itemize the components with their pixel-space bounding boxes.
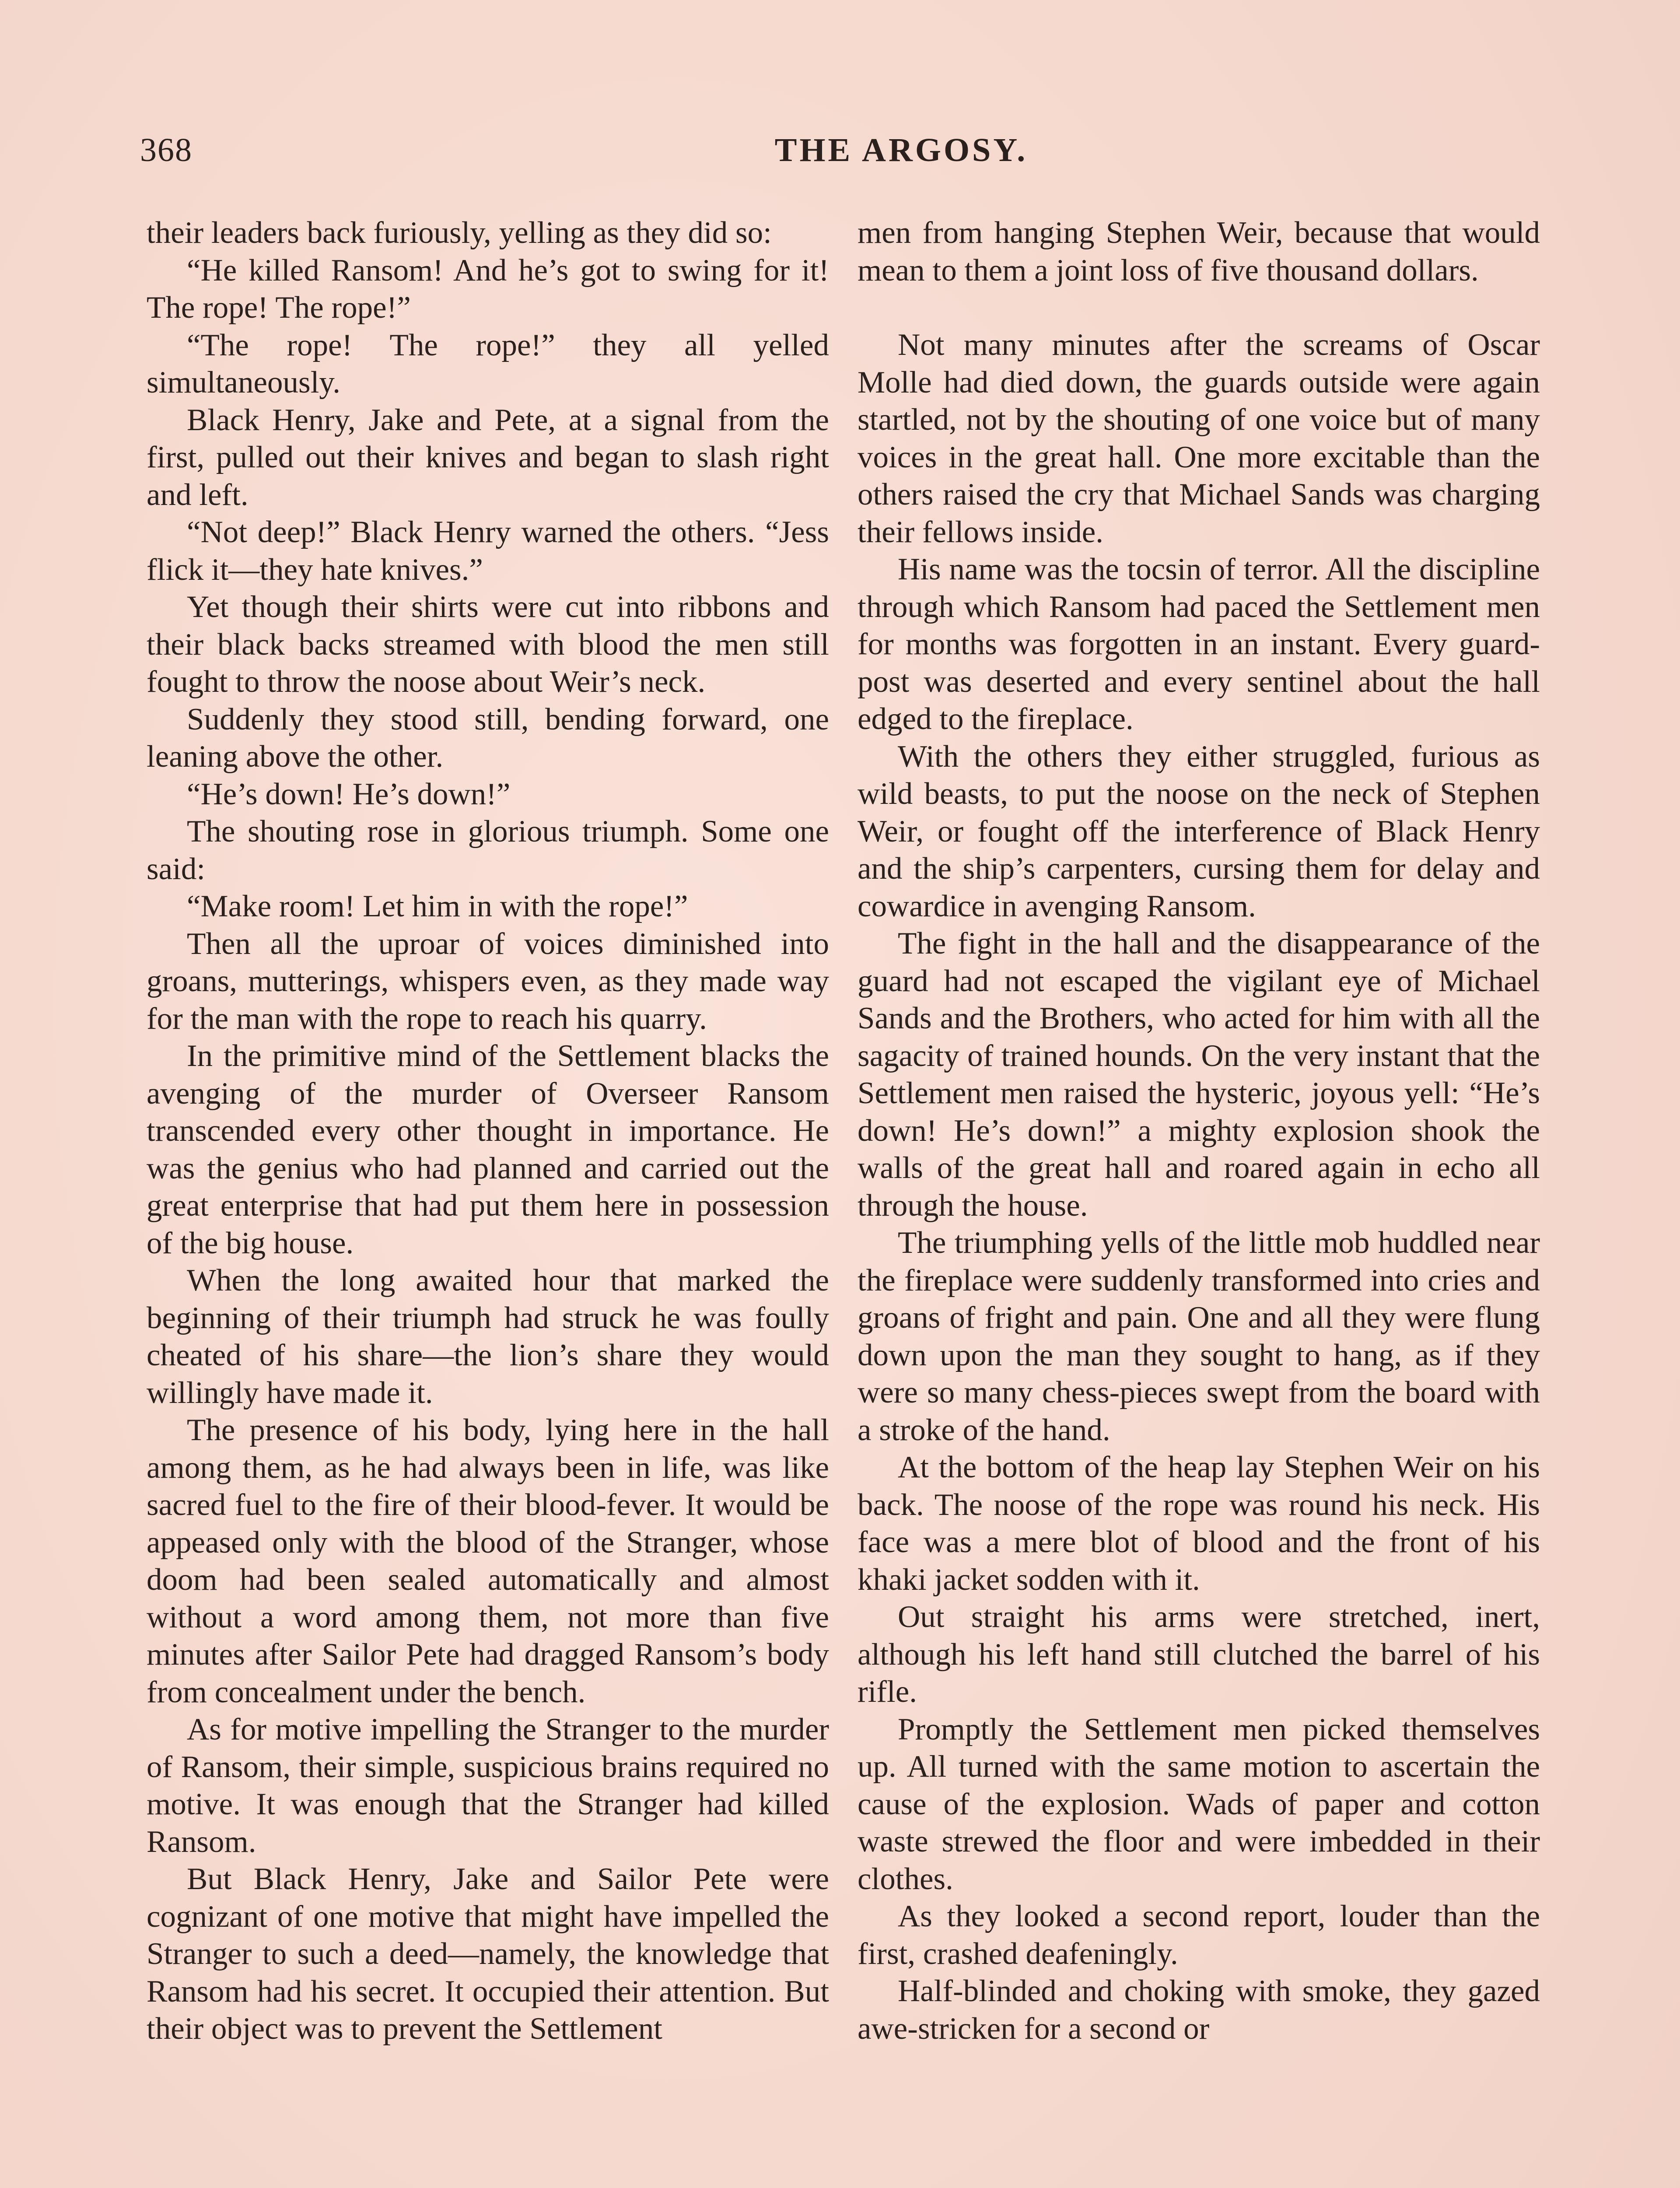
paragraph: When the long awaited hour that marked the beginning of their triumph had struck he was foully cheated of his share—the lion’s share they would willingly have made it. [147,1263,829,1410]
paragraph: Yet though their shirts were cut into ribbons and their black backs streamed with blood the men still fought to throw the noose about Weir’s neck. [147,590,829,699]
paragraph: Out straight his arms were stretched, inert, although his left hand still clutched the barrel of his rifle. [858,1600,1540,1709]
paragraph: The shouting rose in glorious triumph. Some one said: [147,814,829,886]
paragraph: Half-blinded and choking with smoke, they gazed awe-stricken for a second or [858,1974,1540,2046]
paragraph: their leaders back furiously, yelling as they did so: [147,216,772,250]
paragraph: With the others they either struggled, furious as wild beasts, to put the noose on the neck of Stephen Weir, or fought off the interference of Black Henry and the ship’s carpenters, cursing them for delay and cowardice in avenging Ransom. [858,739,1540,923]
paragraph: Promptly the Settlement men picked themselves up. All turned with the same motion to ascertain the cause of the explosion. Wads of paper and cotton waste strewed the floor and were imbedded in their clothes. [858,1712,1540,1896]
paragraph: “Not deep!” Black Henry warned the others. “Jess flick it—they hate knives.” [147,515,829,587]
paragraph: “He’s down! He’s down!” [187,777,511,811]
paragraph: Then all the uproar of voices diminished into groans, mutterings, whispers even, as they made way for the man with the rope to reach his quarry. [147,926,829,1036]
paragraph: But Black Henry, Jake and Sailor Pete were cognizant of one motive that might have impelled the Stranger to such a deed—namely, the knowledge that Ransom had his secret. It occupied their attention. But their object was to prevent the Settlement [147,1862,829,2046]
paragraph: As they looked a second report, louder than the first, crashed deafeningly. [858,1899,1540,1971]
paragraph: The presence of his body, lying here in the hall among them, as he had always been in life, was like sacred fuel to the fire of their blood-fever. It would be appeased only with the blood of the Stranger, whose doom had been sealed automatically and almost without a word among them, not more than five minutes after Sailor Pete had dragged Ransom’s body from concealment under the bench. [147,1413,829,1709]
paragraph: Suddenly they stood still, bending forward, one leaning above the other. [147,702,829,774]
paragraph: His name was the tocsin of terror. All the discipline through which Ransom had paced the Settlement men for months was forgotten in an instant. Every guard-post was deserted and every sentinel about the hall edged to the fireplace. [858,552,1540,736]
page-header [140,131,1540,179]
paragraph: As for motive impelling the Stranger to the murder of Ransom, their simple, suspicious brains required no motive. It was enough that the Stranger had killed Ransom. [147,1712,829,1859]
paragraph: “Make room! Let him in with the rope!” [187,889,688,923]
paragraph: Not many minutes after the screams of Oscar Molle had died down, the guards outside were again startled, not by the shouting of one voice but of many voices in the great hall. One more excitable than the others raised the cry that Michael Sands was charging their fellows inside. [858,328,1540,549]
paragraph: “He killed Ransom! And he’s got to swing for it! The rope! The rope!” [147,253,829,325]
paragraph: The triumphing yells of the little mob huddled near the fireplace were suddenly transformed into cries and groans of fright and pain. One and all they were flung down upon the man they sought to hang, as if they were so many chess-pieces swept from the board with a stroke of the hand. [858,1226,1540,1447]
paragraph: In the primitive mind of the Settlement blacks the avenging of the murder of Overseer Ransom transcended every other thought in importance. He was the genius who had planned and carried out the great enterprise that had put them here in possession of the big house. [147,1039,829,1260]
paragraph: The fight in the hall and the disappearance of the guard had not escaped the vigilant eye of Michael Sands and the Brothers, who acted for him with all the sagacity of trained hounds. On the very instant that the Settlement men raised the hysteric, joyous yell: “He’s down! He’s down!” a mighty explosion shook the walls of the great hall and roared again in echo all through the house. [858,926,1540,1223]
paragraph: “The rope! The rope!” they all yelled simultaneously. [147,328,829,400]
running-title: THE ARGOSY. [774,132,1028,168]
right-column [858,214,1540,2188]
paragraph: men from hanging Stephen Weir, because that would mean to them a joint loss of five thousand dollars. [858,216,1540,288]
page-number: 368 [140,132,192,168]
paragraph: Black Henry, Jake and Pete, at a signal from the first, pulled out their knives and began to slash right and left. [147,403,829,512]
paragraph: At the bottom of the heap lay Stephen Weir on his back. The noose of the rope was round his neck. His face was a mere blot of blood and the front of his khaki jacket sodden with it. [858,1450,1540,1597]
left-column [147,214,829,2188]
